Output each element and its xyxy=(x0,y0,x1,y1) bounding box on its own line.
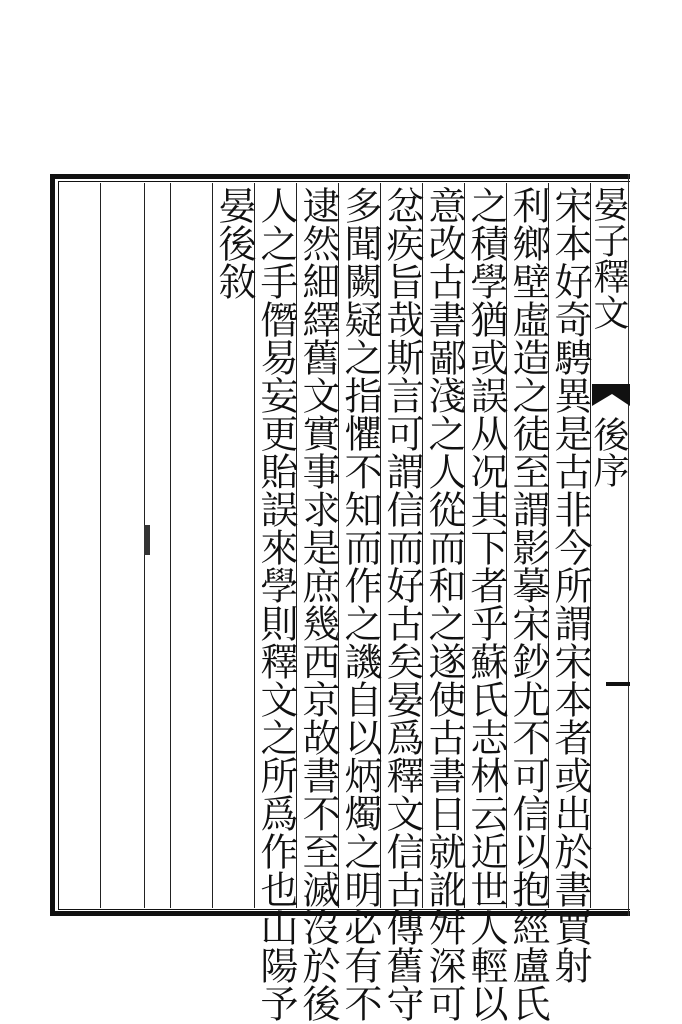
text-column-1: 宋本好奇騁異是古非今所謂宋本者或出於書賈射 xyxy=(548,186,592,984)
header-title-fragment: 晏子釋文 xyxy=(588,186,629,330)
edge-tick-mark xyxy=(606,682,630,686)
text-column-4: 意改古書鄙淺之人從而和之遂使古書日就訛舛深可 xyxy=(422,186,466,1022)
fish-tail-mark xyxy=(592,384,630,406)
text-column-2: 利鄉壁虛造之徒至謂影摹宋鈔尤不可信以抱經盧氏 xyxy=(506,186,550,1022)
column-rule xyxy=(170,183,171,908)
text-column-9: 晏後敘 xyxy=(212,186,256,300)
text-column-8: 人之手僭易妄更貽誤來學則釋文之所爲作也山陽予 xyxy=(254,186,298,1022)
header-section-fragment: 後序 xyxy=(588,416,629,488)
column-rule xyxy=(100,183,101,908)
text-column-7: 逮然細繹舊文實事求是庶幾西京故書不至滅沒於後 xyxy=(296,186,340,1022)
text-column-6: 多聞闕疑之指懼不知而作之譏自以炳燭之明必有不 xyxy=(338,186,382,1022)
text-column-3: 之積學猶或誤从况其下者乎蘇氏志林云近世人輕以 xyxy=(464,186,508,1022)
text-column-5: 忿疾旨哉斯言可謂信而好古矣晏爲釋文信古傳舊守 xyxy=(380,186,424,1022)
ink-blot xyxy=(144,525,150,555)
